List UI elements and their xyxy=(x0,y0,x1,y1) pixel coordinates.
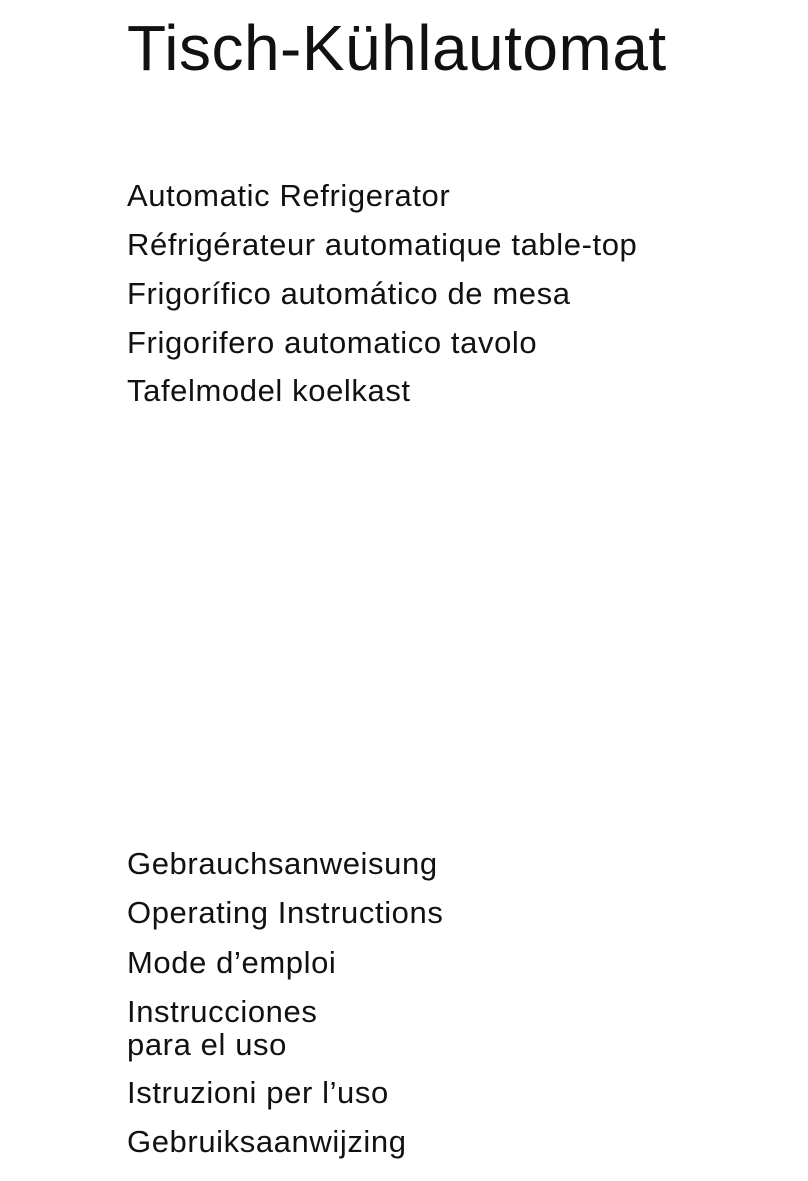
product-name-nl: Tafelmodel koelkast xyxy=(127,373,411,408)
product-name-fr: Réfrigérateur automatique table-top xyxy=(127,227,638,262)
product-name-it: Frigorifero automatico tavolo xyxy=(127,325,538,360)
product-name-en: Automatic Refrigerator xyxy=(127,178,451,213)
instructions-title-it: Istruzioni per l’uso xyxy=(127,1075,389,1110)
instructions-title-nl: Gebruiksaanwijzing xyxy=(127,1124,407,1159)
instructions-title-de: Gebrauchsanweisung xyxy=(127,846,438,881)
instructions-title-en: Operating Instructions xyxy=(127,895,444,930)
product-name-es: Frigorífico automático de mesa xyxy=(127,276,571,311)
document-title: Tisch-Kühlautomat xyxy=(127,12,667,84)
instructions-title-fr: Mode d’emploi xyxy=(127,945,337,980)
instructions-title-es: Instrucciones para el uso xyxy=(127,994,318,1062)
